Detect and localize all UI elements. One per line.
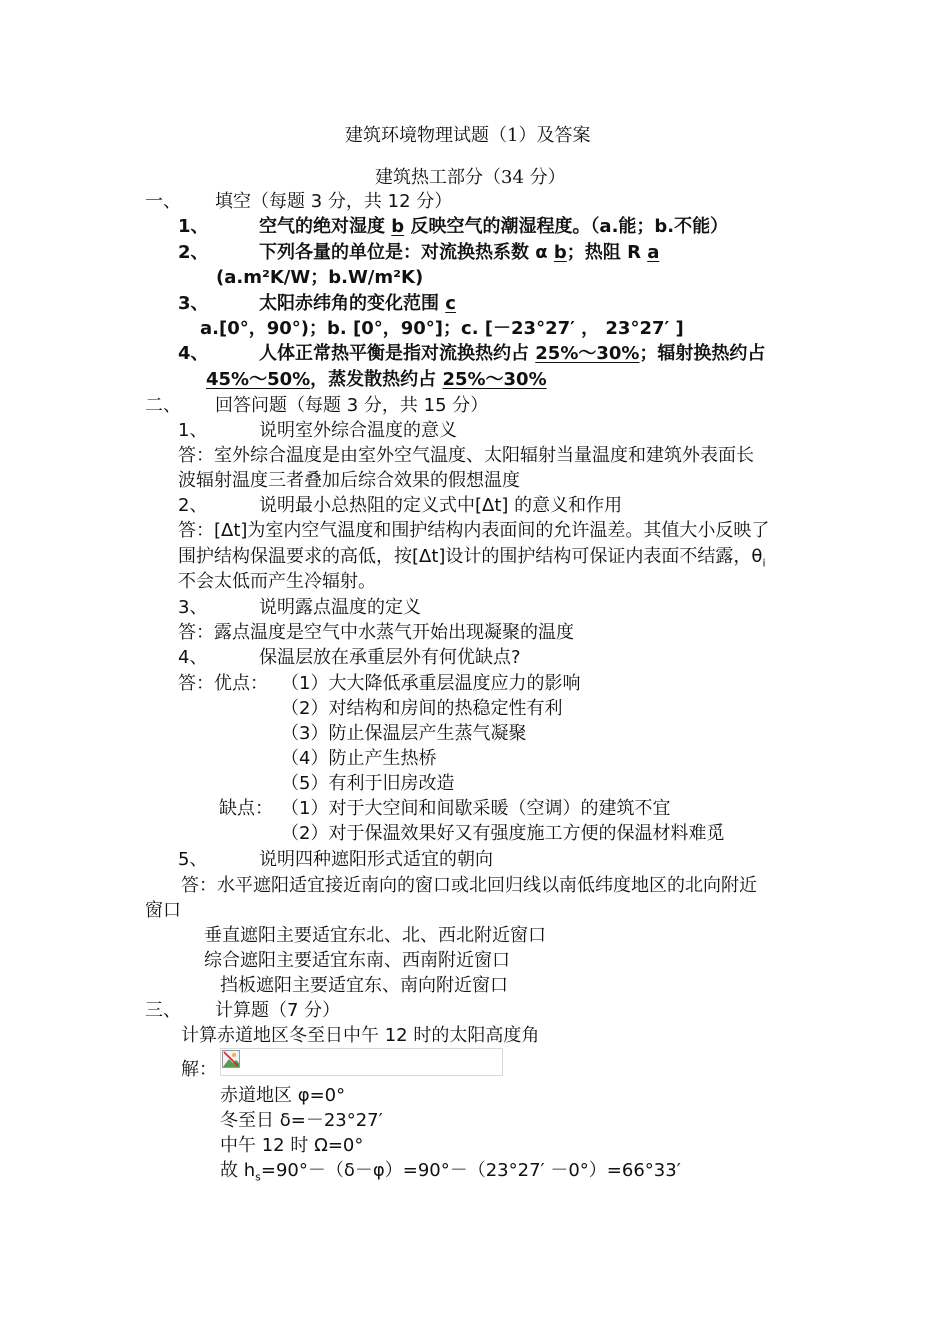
solution-label: 解： bbox=[181, 1059, 217, 1080]
answer-blank: 25%～30% bbox=[535, 343, 640, 364]
question-2 bbox=[178, 241, 659, 265]
question-number: 4、 bbox=[178, 647, 208, 668]
answer-5-question bbox=[178, 848, 493, 872]
question-1 bbox=[178, 215, 728, 239]
question-number: 1、 bbox=[178, 420, 208, 441]
question-text: 说明四种遮阳形式适宜的朝向 bbox=[259, 849, 493, 870]
list-item: （1）大大降低承重层温度应力的影响 bbox=[281, 673, 581, 694]
question-number: 2、 bbox=[178, 242, 209, 263]
question-2-options: (a.m²K/W；b.W/m²K) bbox=[216, 267, 424, 288]
question-text: 人体正常热平衡是指对流换热约占 bbox=[259, 343, 536, 364]
answer-blank: a bbox=[647, 242, 660, 263]
question-text: 说明室外综合温度的意义 bbox=[259, 420, 457, 441]
answer-5-line-2: 窗口 bbox=[145, 900, 181, 921]
answer-1-line-2: 波辐射温度三者叠加后综合效果的假想温度 bbox=[178, 470, 520, 491]
cons-label: 缺点： bbox=[219, 798, 273, 819]
calc-question: 计算赤道地区冬至日中午 12 时的太阳高度角 bbox=[181, 1025, 540, 1046]
question-text: 保温层放在承重层外有何优缺点? bbox=[259, 647, 521, 668]
answer-2-question bbox=[178, 494, 622, 518]
broken-image-icon bbox=[222, 1050, 240, 1068]
answer-blank: 45%～50% bbox=[206, 369, 311, 390]
answer-5-line-3: 垂直遮阳主要适宜东北、北、西北附近窗口 bbox=[204, 925, 546, 946]
cons-line-1 bbox=[219, 797, 670, 821]
question-number: 1、 bbox=[178, 216, 209, 237]
answer-5-line-1: 答：水平遮阳适宜接近南向的窗口或北回归线以南低纬度地区的北向附近 bbox=[181, 875, 757, 896]
answer-1-question bbox=[178, 419, 457, 443]
question-3-options: a.[0°，90°)；b. [0°，90°]；c. [－23°27′ ， 23°27′ ] bbox=[200, 318, 684, 339]
section-three-heading bbox=[145, 999, 340, 1023]
formula-text: =90°－（δ－φ）=90°－（23°27′ －0°）=66°33′ bbox=[260, 1160, 681, 1181]
answer-2-line-3: 不会太低而产生冷辐射。 bbox=[178, 571, 376, 592]
solution-line-4 bbox=[220, 1159, 681, 1190]
answer-blank: 25%～30% bbox=[442, 369, 547, 390]
section-title: 回答问题（每题 3 分，共 15 分） bbox=[215, 395, 489, 416]
question-text: ；辐射换热约占 bbox=[639, 343, 766, 364]
section-title: 计算题（7 分） bbox=[215, 1000, 341, 1021]
section-number: 一、 bbox=[145, 191, 181, 212]
question-number: 3、 bbox=[178, 597, 208, 618]
list-item: （3）防止保温层产生蒸气凝聚 bbox=[281, 723, 527, 744]
answer-text: 围护结构保温要求的高低，按[Δt]设计的围护结构可保证内表面不结露，θ bbox=[178, 546, 763, 567]
answer-4-question bbox=[178, 646, 521, 670]
question-3 bbox=[178, 292, 456, 316]
formula-text: 故 h bbox=[220, 1160, 256, 1181]
answer-3-question bbox=[178, 596, 421, 620]
question-text: ；热阻 R bbox=[566, 242, 648, 263]
question-number: 2、 bbox=[178, 495, 208, 516]
subscript: i bbox=[762, 556, 766, 570]
section-one-heading bbox=[145, 190, 452, 214]
pros-label: 答：优点： bbox=[178, 673, 268, 694]
list-item: （1）对于大空间和间歇采暖（空调）的建筑不宜 bbox=[281, 798, 671, 819]
section-number: 二、 bbox=[145, 395, 181, 416]
question-4 bbox=[178, 342, 765, 366]
solution-line-2: 冬至日 δ=－23°27′ bbox=[220, 1110, 383, 1131]
answer-blank: b bbox=[553, 242, 567, 263]
question-text: 下列各量的单位是：对流换热系数 α bbox=[259, 242, 554, 263]
answer-blank: b bbox=[391, 216, 405, 237]
question-text: 说明露点温度的定义 bbox=[259, 597, 421, 618]
list-item: （2）对于保温效果好又有强度施工方便的保温材料难觅 bbox=[281, 823, 725, 844]
answer-1-line-1: 答：室外综合温度是由室外空气温度、太阳辐射当量温度和建筑外表面长 bbox=[178, 445, 754, 466]
answer-5-line-4: 综合遮阳主要适宜东南、西南附近窗口 bbox=[204, 950, 510, 971]
question-4-cont bbox=[206, 368, 547, 392]
question-text: ，蒸发散热约占 bbox=[310, 369, 443, 390]
section-number: 三、 bbox=[145, 1000, 181, 1021]
question-text: 空气的绝对湿度 bbox=[259, 216, 392, 237]
question-text: 说明最小总热阻的定义式中[Δt] 的意义和作用 bbox=[259, 495, 623, 516]
answer-2-line-1: 答：[Δt]为室内空气温度和围护结构内表面间的允许温差。其值大小反映了 bbox=[178, 520, 770, 541]
page-subtitle: 建筑热工部分（34 分） bbox=[375, 167, 566, 188]
solution-line-3: 中午 12 时 Ω=0° bbox=[220, 1135, 364, 1156]
question-number: 3、 bbox=[178, 293, 209, 314]
answer-5-line-5: 挡板遮阳主要适宜东、南向附近窗口 bbox=[220, 975, 508, 996]
list-item: （5）有利于旧房改造 bbox=[281, 773, 455, 794]
answer-3-line-1: 答：露点温度是空气中水蒸气开始出现凝聚的温度 bbox=[178, 622, 574, 643]
page-title: 建筑环境物理试题（1）及答案 bbox=[345, 125, 591, 146]
answer-blank: c bbox=[445, 293, 456, 314]
question-text: 反映空气的潮湿程度。（a.能；b.不能） bbox=[404, 216, 729, 237]
list-item: （4）防止产生热桥 bbox=[281, 748, 437, 769]
list-item: （2）对结构和房间的热稳定性有利 bbox=[281, 698, 563, 719]
question-text: 太阳赤纬角的变化范围 bbox=[259, 293, 446, 314]
question-number: 5、 bbox=[178, 849, 208, 870]
broken-image-placeholder bbox=[220, 1048, 503, 1076]
subscript: s bbox=[255, 1170, 261, 1184]
pros-line-1 bbox=[178, 672, 580, 696]
section-two-heading bbox=[145, 394, 488, 418]
question-number: 4、 bbox=[178, 343, 209, 364]
section-title: 填空（每题 3 分，共 12 分） bbox=[215, 191, 453, 212]
solution-line-1: 赤道地区 φ=0° bbox=[220, 1085, 346, 1106]
